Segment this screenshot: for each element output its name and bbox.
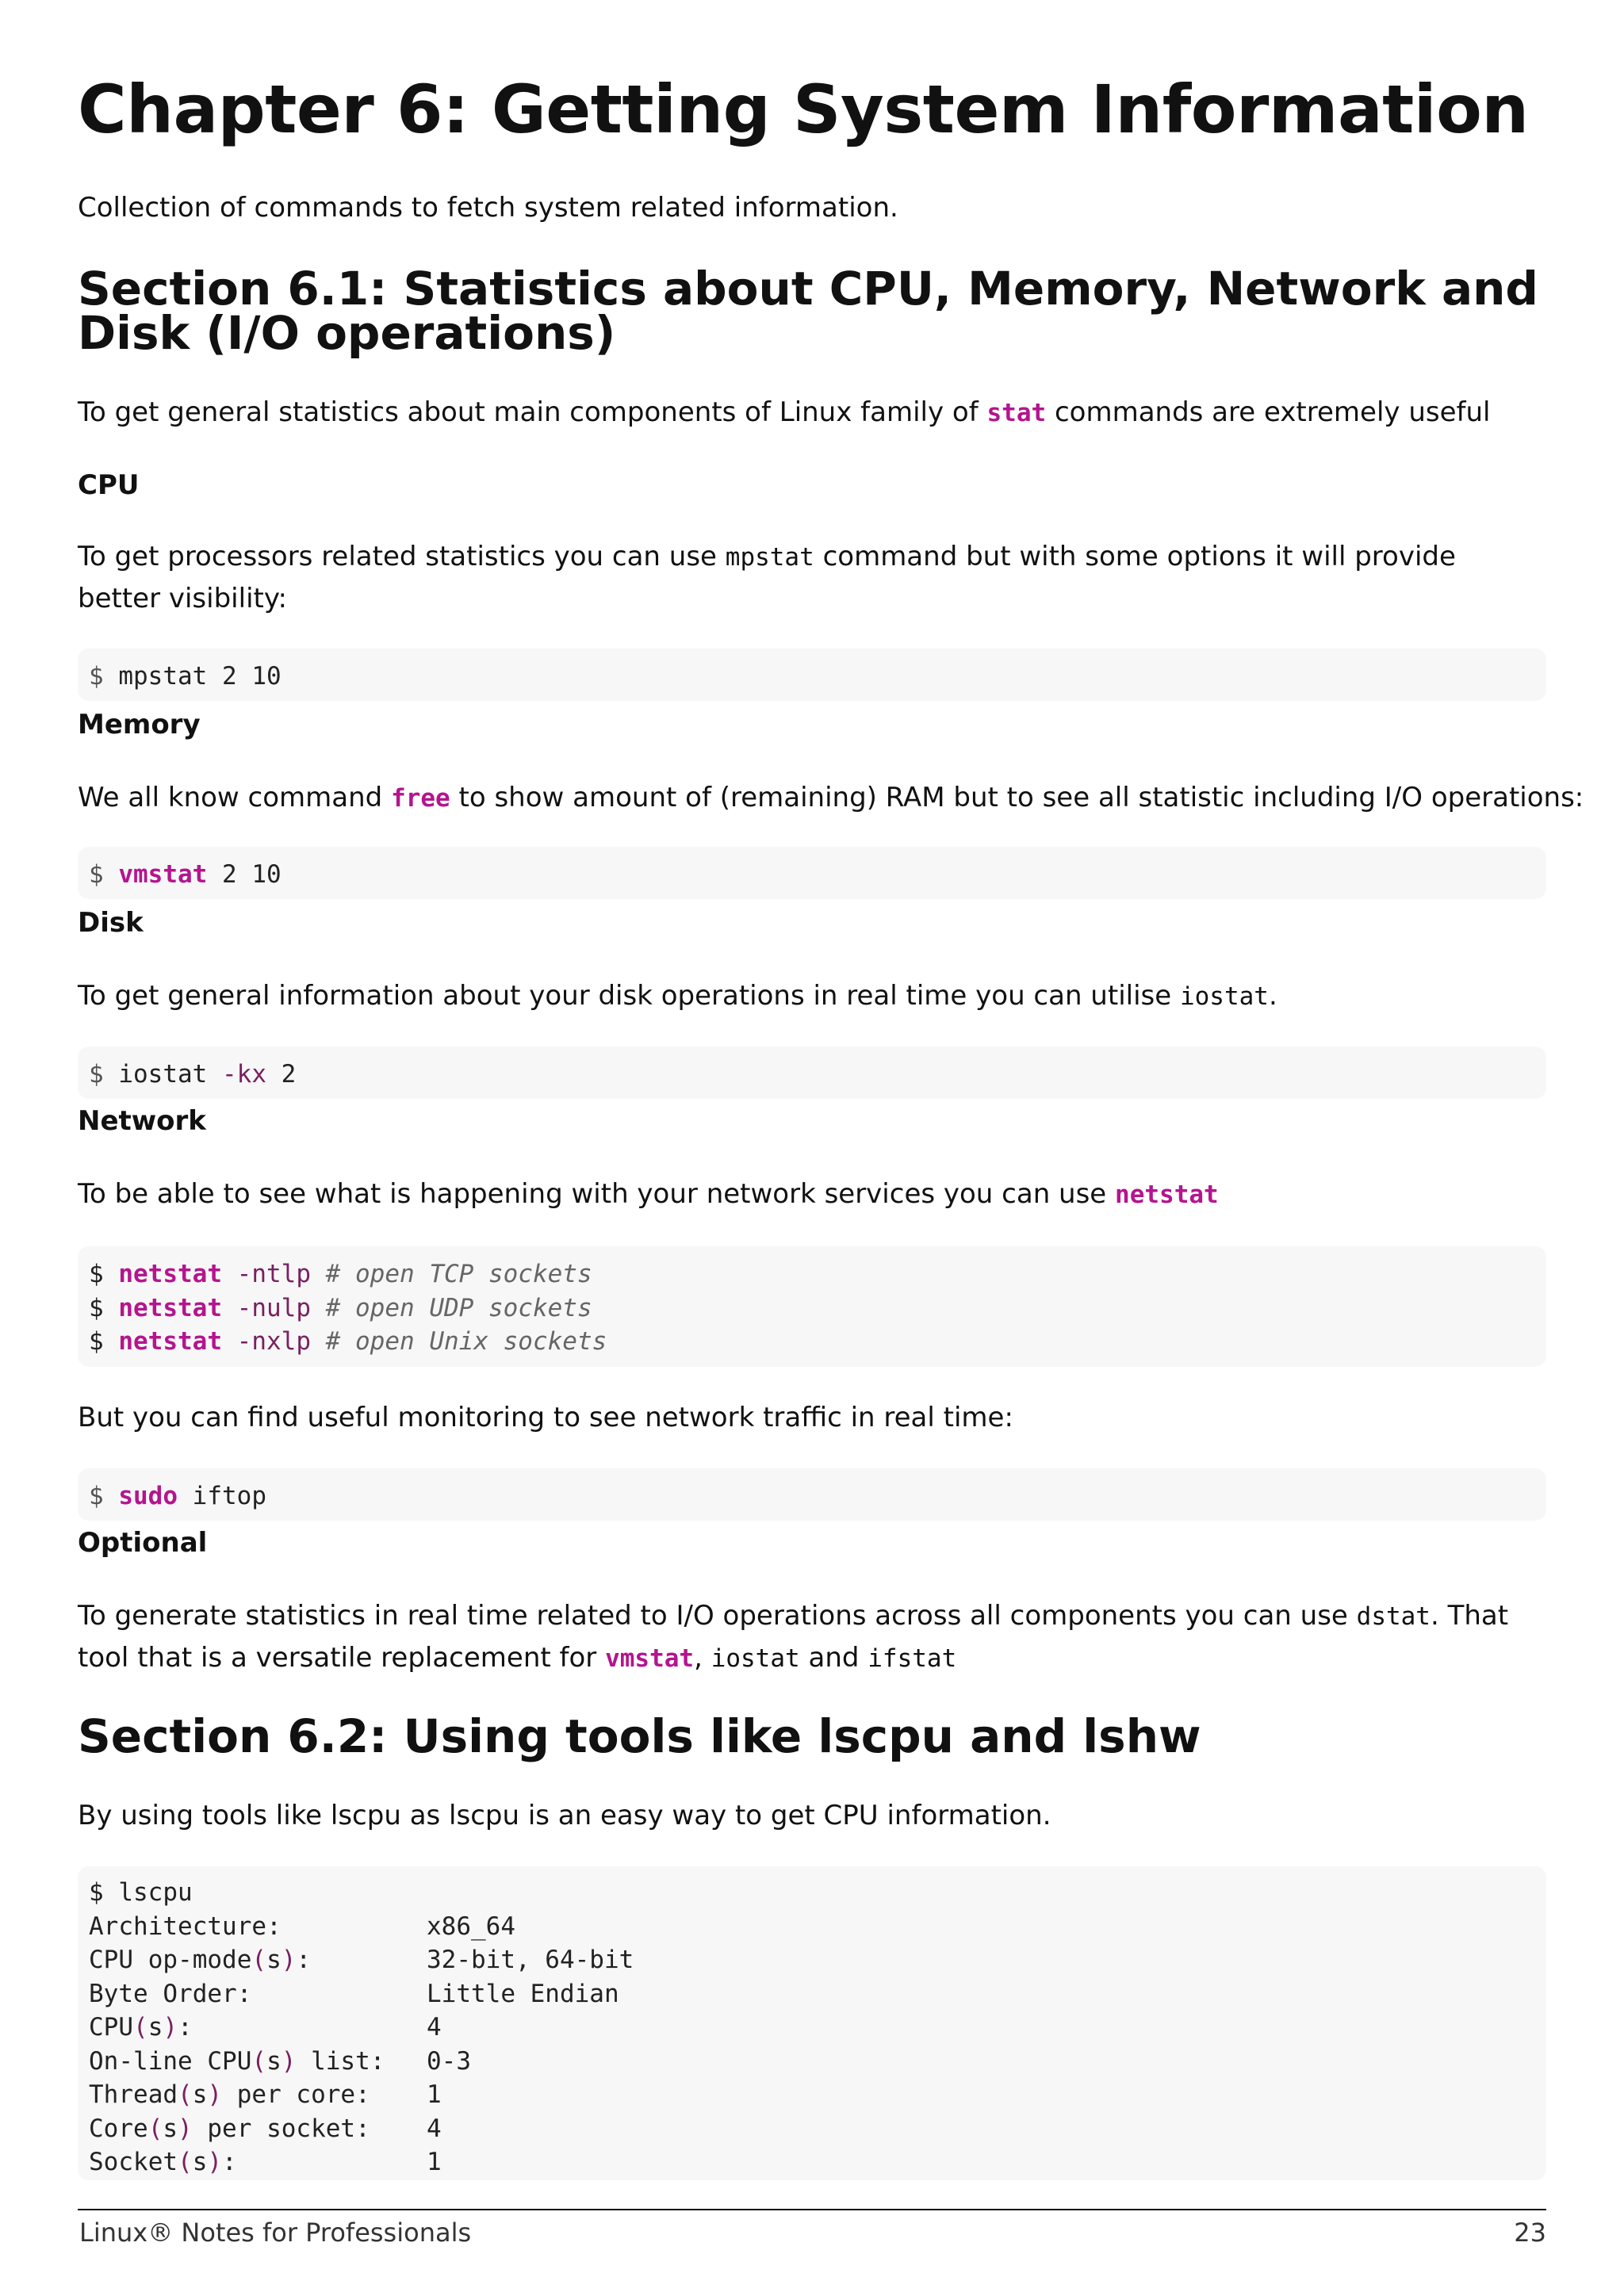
section-2-title: Section 6.2: Using tools like lscpu and lshw [78,1709,1201,1763]
network-text: To be able to see what is happening with your network services you can use netstat [78,1178,1219,1210]
disk-text: To get general information about your disk operations in real time you can utilise iostat. [78,980,1277,1012]
lscpu-row: Byte Order: Little Endian [89,1979,619,2008]
disk-heading: Disk [78,907,144,939]
code-line: $ netstat -nulp # open UDP sockets [89,1293,592,1322]
network-text-2: But you can find useful monitoring to see network traffic in real time: [78,1402,1013,1433]
chapter-intro: Collection of commands to fetch system related information. [78,192,898,224]
code-block-mpstat: $ mpstat 2 10 [78,649,1546,701]
cpu-heading: CPU [78,469,140,501]
code-block-lscpu [78,1866,1546,2180]
inline-keyword-free: free [391,784,450,813]
code-line: $ netstat -nxlp # open Unix sockets [89,1327,607,1356]
lscpu-row: CPU op-mode(s): 32-bit, 64-bit [89,1946,634,1974]
footer-page-number: 23 [1514,2218,1546,2248]
inline-keyword-vmstat: vmstat [605,1644,695,1673]
code-block-iftop: $ sudo iftop [78,1468,1546,1521]
lscpu-row: CPU(s): 4 [89,2013,442,2042]
lscpu-row: Socket(s): 1 [89,2148,442,2176]
code-line: $ lscpu [89,1878,193,1907]
footer-book-title: Linux® Notes for Professionals [79,2218,472,2248]
network-heading: Network [78,1105,206,1137]
section-1-title: Section 6.1: Statistics about CPU, Memory, Network and Disk (I/O operations) [78,262,1538,360]
inline-code-iostat: iostat [1179,982,1269,1011]
memory-text: We all know command free to show amount of (remaining) RAM but to see all statistic including I/O operations: [78,782,1584,813]
cpu-text: To get processors related statistics you can use mpstat command but with some options it will provide better visibility: [78,541,1456,614]
optional-heading: Optional [78,1527,208,1559]
code-block-netstat [78,1246,1546,1367]
optional-text: To generate statistics in real time related to I/O operations across all components you can use dstat. That tool that is a versatile replacement for vmstat, iostat and ifstat [78,1600,1509,1674]
lscpu-row: Thread(s) per core: 1 [89,2080,442,2109]
code-line: $ netstat -ntlp # open TCP sockets [89,1260,592,1288]
lscpu-row: On-line CPU(s) list: 0-3 [89,2046,471,2076]
footer-rule [78,2209,1546,2210]
memory-heading: Memory [78,709,201,740]
inline-keyword-stat: stat [986,399,1047,427]
lscpu-row: Core(s) per socket: 4 [89,2114,442,2143]
section-1-intro: To get general statistics about main components of Linux family of stat commands are extremely useful [78,396,1491,428]
code-block-iostat: $ iostat -kx 2 [78,1047,1546,1099]
inline-keyword-netstat: netstat [1115,1181,1219,1209]
lscpu-row: Architecture: x86_64 [89,1911,515,1941]
chapter-title: Chapter 6: Getting System Information [78,71,1529,148]
inline-code-mpstat: mpstat [725,543,814,572]
code-block-vmstat: $ vmstat 2 10 [78,847,1546,899]
section-2-intro: By using tools like lscpu as lscpu is an easy way to get CPU information. [78,1800,1051,1831]
